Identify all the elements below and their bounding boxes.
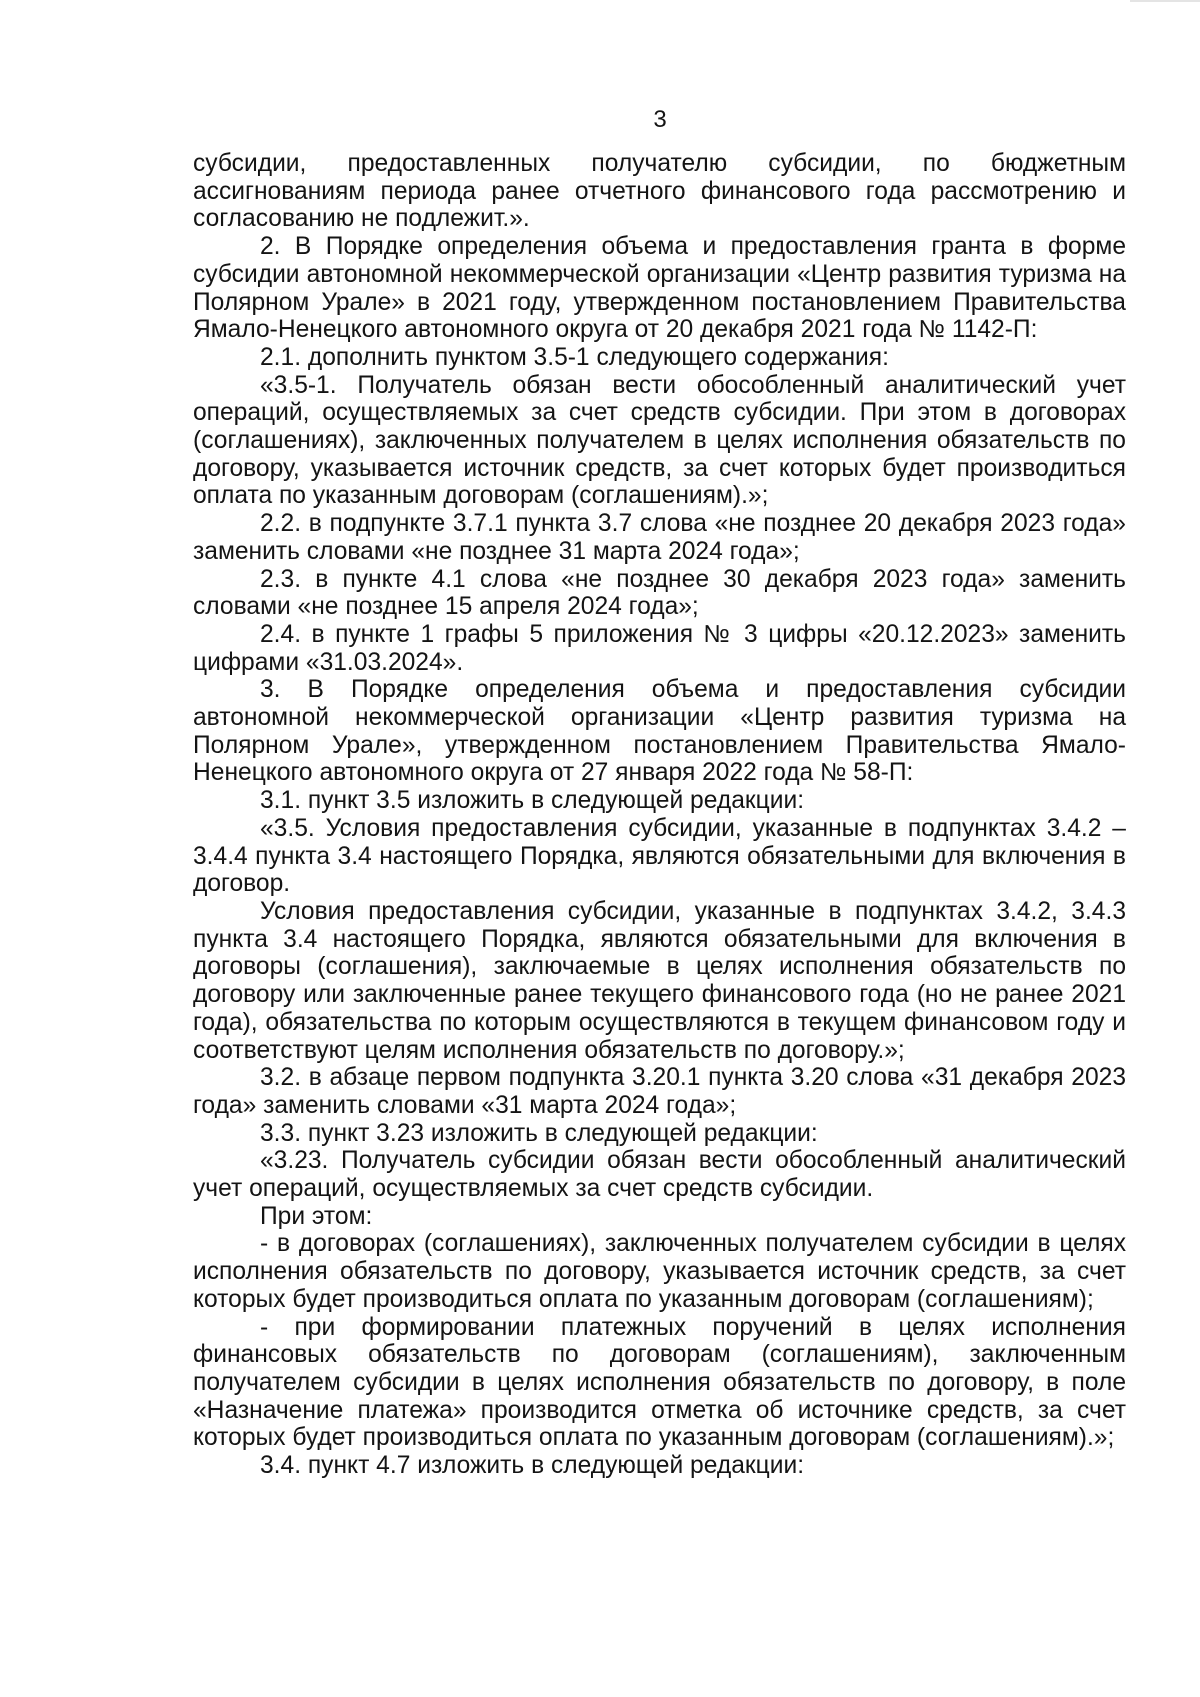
paragraph-item-2-3: 2.3. в пункте 4.1 слова «не позднее 30 декабря 2023 года» заменить словами «не позднее 15 апреля 2024 года»; (193, 565, 1126, 621)
paragraph-item-3: 3. В Порядке определения объема и предоставления субсидии автономной некоммерческой организации «Центр развития туризма на Полярном Урале», утвержденном постановлением Правительства Ямало-Ненецкого автономного округа от 27 января 2022 года № 58-П: (193, 676, 1126, 787)
paragraph-dash-item-2: - при формировании платежных поручений в целях исполнения финансовых обязательств по договорам (соглашениям), заключенным получателем субсидии в целях исполнения обязательств по договору, в поле «Назначение платежа» производится отметка об источнике средств, за счет которых будет производиться оплата по указанным договорам (соглашениям).»; (193, 1313, 1126, 1452)
scan-edge-mark (1130, 0, 1200, 2)
paragraph-item-3-3: 3.3. пункт 3.23 изложить в следующей редакции: (260, 1119, 818, 1147)
paragraph-item-3-4: 3.4. пункт 4.7 изложить в следующей редакции: (260, 1452, 805, 1480)
paragraph-quote-3-5-1: «3.5-1. Получатель обязан вести обособленный аналитический учет операций, осуществляемых за счет средств субсидии. При этом в договорах (соглашениях), заключенных получателем в целях исполнения обязательств по договору, указывается источник средств, за счет которых будет производиться оплата по указанным договорам (соглашениям).»; (193, 371, 1126, 510)
document-body (193, 150, 1126, 1480)
paragraph-quote-3-23: «3.23. Получатель субсидии обязан вести обособленный аналитический учет операций, осуществляемых за счет средств субсидии. (193, 1147, 1126, 1203)
paragraph-item-3-2: 3.2. в абзаце первом подпункта 3.20.1 пункта 3.20 слова «31 декабря 2023 года» заменить словами «31 марта 2024 года»; (193, 1064, 1126, 1119)
paragraph-quote-3-5: «3.5. Условия предоставления субсидии, указанные в подпунктах 3.4.2 – 3.4.4 пункта 3.4 настоящего Порядка, являются обязательными для включения в договор. (193, 814, 1126, 898)
paragraph-quote-3-5-continued: Условия предоставления субсидии, указанные в подпунктах 3.4.2, 3.4.3 пункта 3.4 настоящего Порядка, являются обязательными для включения в договоры (соглашения), заключаемые в целях исполнения обязательств по договору или заключенные ранее текущего финансового года (но не ранее 2021 года), обязательства по которым осуществляются в текущем финансовом году и соответствуют целям исполнения обязательств по договору.»; (193, 897, 1126, 1064)
page-number: 3 (653, 106, 667, 133)
paragraph-item-3-1: 3.1. пункт 3.5 изложить в следующей редакции: (260, 787, 805, 815)
paragraph-item-2-4: 2.4. в пункте 1 графы 5 приложения № 3 цифры «20.12.2023» заменить цифрами «31.03.2024». (193, 620, 1126, 676)
paragraph-item-2-1: 2.1. дополнить пунктом 3.5-1 следующего содержания: (260, 343, 889, 371)
paragraph-item-2: 2. В Порядке определения объема и предоставления гранта в форме субсидии автономной некоммерческой организации «Центр развития туризма на Полярном Урале» в 2021 году, утвержденном постановлением Правительства Ямало-Ненецкого автономного округа от 20 декабря 2021 года № 1142-П: (193, 233, 1126, 344)
paragraph-continuation: субсидии, предоставленных получателю субсидии, по бюджетным ассигнованиям периода ранее отчетного финансового года рассмотрению и согласованию не подлежит.». (193, 150, 1126, 233)
paragraph-dash-item-1: - в договорах (соглашениях), заключенных получателем субсидии в целях исполнения обязательств по договору, указывается источник средств, за счет которых будет производиться оплата по указанным договорам (соглашениям); (193, 1230, 1126, 1313)
paragraph-item-2-2: 2.2. в подпункте 3.7.1 пункта 3.7 слова «не позднее 20 декабря 2023 года» заменить словами «не позднее 31 марта 2024 года»; (193, 510, 1126, 565)
paragraph-pri-etom: При этом: (260, 1202, 373, 1230)
